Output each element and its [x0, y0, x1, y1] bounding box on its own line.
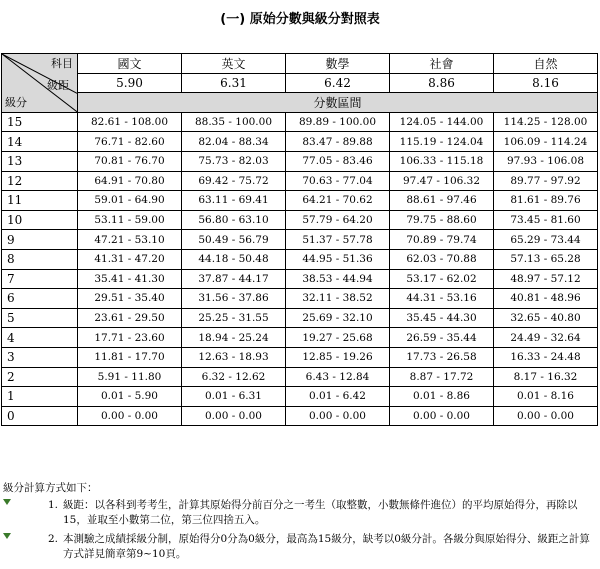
table-row	[2, 249, 598, 269]
score-range-english: 0.01 - 6.31	[182, 387, 286, 407]
score-range-english: 44.18 - 50.48	[182, 249, 286, 269]
notes-intro: 級分計算方式如下：	[3, 482, 98, 494]
score-range-social: 44.31 - 53.16	[390, 289, 494, 309]
score-range-social: 26.59 - 35.44	[390, 328, 494, 348]
score-range-social: 17.73 - 26.58	[390, 347, 494, 367]
score-range-math: 51.37 - 57.78	[286, 230, 390, 250]
note-text: 級距：以各科到考考生，計算其原始得分前百分之一考生（取整數，小數無條件進位）的平均原始得分，再除以15，並取至小數第二位，第三位四捨五入。	[63, 499, 578, 526]
marker-icon	[3, 499, 11, 505]
score-range-social: 106.33 - 115.18	[390, 151, 494, 171]
score-range-chinese: 0.01 - 5.90	[78, 387, 182, 407]
interval-header: 分數區間	[78, 93, 598, 113]
score-range-chinese: 53.11 - 59.00	[78, 210, 182, 230]
level-cell: 14	[2, 132, 78, 152]
score-range-math: 0.01 - 6.42	[286, 387, 390, 407]
score-range-science: 65.29 - 73.44	[494, 230, 598, 250]
score-range-social: 70.89 - 79.74	[390, 230, 494, 250]
level-cell: 15	[2, 112, 78, 132]
table-row	[2, 151, 598, 171]
score-range-math: 25.69 - 32.10	[286, 308, 390, 328]
level-cell: 6	[2, 289, 78, 309]
score-range-science: 57.13 - 65.28	[494, 249, 598, 269]
score-range-math: 12.85 - 19.26	[286, 347, 390, 367]
corner-header-cell	[2, 54, 78, 113]
score-range-english: 31.56 - 37.86	[182, 289, 286, 309]
score-range-chinese: 29.51 - 35.40	[78, 289, 182, 309]
score-range-english: 12.63 - 18.93	[182, 347, 286, 367]
corner-subject-label: 科目	[51, 57, 73, 70]
table-row	[2, 387, 598, 407]
score-conversion-table	[1, 53, 598, 426]
level-cell: 9	[2, 230, 78, 250]
score-range-social: 88.61 - 97.46	[390, 191, 494, 211]
level-cell: 12	[2, 171, 78, 191]
corner-level-label: 級分	[5, 96, 27, 109]
score-range-science: 73.45 - 81.60	[494, 210, 598, 230]
score-range-science: 16.33 - 24.48	[494, 347, 598, 367]
score-range-english: 69.42 - 75.72	[182, 171, 286, 191]
score-range-social: 62.03 - 70.88	[390, 249, 494, 269]
table-row	[2, 210, 598, 230]
subject-science: 自然	[494, 54, 598, 74]
range-math: 6.42	[286, 73, 390, 93]
score-range-chinese: 76.71 - 82.60	[78, 132, 182, 152]
score-range-science: 0.01 - 8.16	[494, 387, 598, 407]
level-cell: 13	[2, 151, 78, 171]
score-range-science: 89.77 - 97.92	[494, 171, 598, 191]
score-range-social: 53.17 - 62.02	[390, 269, 494, 289]
score-range-science: 106.09 - 114.24	[494, 132, 598, 152]
score-range-english: 75.73 - 82.03	[182, 151, 286, 171]
table-row	[2, 132, 598, 152]
subject-math: 數學	[286, 54, 390, 74]
table-row	[2, 308, 598, 328]
score-range-english: 50.49 - 56.79	[182, 230, 286, 250]
note-text: 本測驗之成績採級分制，原始得分0分為0級分，最高為15級分，缺考以0級分計。各級分與原始得分、級距之計算方式詳見簡章第9~10頁。	[63, 533, 590, 560]
table-row	[2, 328, 598, 348]
score-range-chinese: 41.31 - 47.20	[78, 249, 182, 269]
notes-section	[3, 481, 598, 562]
table-row	[2, 367, 598, 387]
table-row	[2, 171, 598, 191]
score-range-math: 77.05 - 83.46	[286, 151, 390, 171]
score-range-social: 0.01 - 8.86	[390, 387, 494, 407]
score-range-math: 38.53 - 44.94	[286, 269, 390, 289]
table-row	[2, 112, 598, 132]
score-range-social: 35.45 - 44.30	[390, 308, 494, 328]
level-cell: 0	[2, 406, 78, 426]
score-range-chinese: 59.01 - 64.90	[78, 191, 182, 211]
score-range-science: 32.65 - 40.80	[494, 308, 598, 328]
score-range-math: 19.27 - 25.68	[286, 328, 390, 348]
table-row	[2, 269, 598, 289]
level-cell: 4	[2, 328, 78, 348]
score-range-english: 88.35 - 100.00	[182, 112, 286, 132]
score-range-english: 0.00 - 0.00	[182, 406, 286, 426]
subject-header-row	[2, 54, 598, 74]
score-range-chinese: 47.21 - 53.10	[78, 230, 182, 250]
score-range-math: 70.63 - 77.04	[286, 171, 390, 191]
level-cell: 3	[2, 347, 78, 367]
level-cell: 11	[2, 191, 78, 211]
score-range-math: 83.47 - 89.88	[286, 132, 390, 152]
score-range-science: 114.25 - 128.00	[494, 112, 598, 132]
score-range-social: 0.00 - 0.00	[390, 406, 494, 426]
score-range-math: 89.89 - 100.00	[286, 112, 390, 132]
score-range-chinese: 0.00 - 0.00	[78, 406, 182, 426]
score-range-social: 115.19 - 124.04	[390, 132, 494, 152]
score-range-science: 8.17 - 16.32	[494, 367, 598, 387]
subject-chinese: 國文	[78, 54, 182, 74]
score-range-chinese: 82.61 - 108.00	[78, 112, 182, 132]
score-range-chinese: 11.81 - 17.70	[78, 347, 182, 367]
score-range-social: 8.87 - 17.72	[390, 367, 494, 387]
note-number: 1.	[48, 499, 59, 511]
score-range-science: 0.00 - 0.00	[494, 406, 598, 426]
marker-icon	[3, 533, 11, 539]
score-range-science: 97.93 - 106.08	[494, 151, 598, 171]
table-row	[2, 191, 598, 211]
score-range-math: 32.11 - 38.52	[286, 289, 390, 309]
score-range-chinese: 17.71 - 23.60	[78, 328, 182, 348]
score-range-social: 79.75 - 88.60	[390, 210, 494, 230]
note-item	[3, 532, 598, 562]
level-cell: 8	[2, 249, 78, 269]
level-cell: 7	[2, 269, 78, 289]
range-chinese: 5.90	[78, 73, 182, 93]
score-range-science: 40.81 - 48.96	[494, 289, 598, 309]
subject-english: 英文	[182, 54, 286, 74]
table-row	[2, 230, 598, 250]
score-range-chinese: 35.41 - 41.30	[78, 269, 182, 289]
score-range-english: 63.11 - 69.41	[182, 191, 286, 211]
level-cell: 1	[2, 387, 78, 407]
score-range-chinese: 64.91 - 70.80	[78, 171, 182, 191]
score-range-english: 37.87 - 44.17	[182, 269, 286, 289]
range-science: 8.16	[494, 73, 598, 93]
page-title: (一) 原始分數與級分對照表	[220, 12, 380, 27]
table-row	[2, 289, 598, 309]
interval-header-row	[2, 93, 598, 113]
level-cell: 5	[2, 308, 78, 328]
score-range-chinese: 5.91 - 11.80	[78, 367, 182, 387]
score-range-math: 0.00 - 0.00	[286, 406, 390, 426]
score-range-chinese: 23.61 - 29.50	[78, 308, 182, 328]
score-range-science: 48.97 - 57.12	[494, 269, 598, 289]
corner-range-label: 級距	[47, 79, 69, 92]
score-range-math: 57.79 - 64.20	[286, 210, 390, 230]
table-row	[2, 406, 598, 426]
score-range-english: 18.94 - 25.24	[182, 328, 286, 348]
range-english: 6.31	[182, 73, 286, 93]
score-range-science: 24.49 - 32.64	[494, 328, 598, 348]
score-range-english: 25.25 - 31.55	[182, 308, 286, 328]
score-range-science: 81.61 - 89.76	[494, 191, 598, 211]
range-social: 8.86	[390, 73, 494, 93]
note-number: 2.	[48, 533, 59, 545]
subject-social: 社會	[390, 54, 494, 74]
level-cell: 10	[2, 210, 78, 230]
score-range-social: 124.05 - 144.00	[390, 112, 494, 132]
score-range-english: 56.80 - 63.10	[182, 210, 286, 230]
score-range-math: 44.95 - 51.36	[286, 249, 390, 269]
level-cell: 2	[2, 367, 78, 387]
score-range-social: 97.47 - 106.32	[390, 171, 494, 191]
score-range-english: 82.04 - 88.34	[182, 132, 286, 152]
table-row	[2, 347, 598, 367]
score-range-chinese: 70.81 - 76.70	[78, 151, 182, 171]
score-range-math: 6.43 - 12.84	[286, 367, 390, 387]
range-row	[2, 73, 598, 93]
note-item	[3, 498, 598, 528]
score-range-math: 64.21 - 70.62	[286, 191, 390, 211]
score-range-english: 6.32 - 12.62	[182, 367, 286, 387]
